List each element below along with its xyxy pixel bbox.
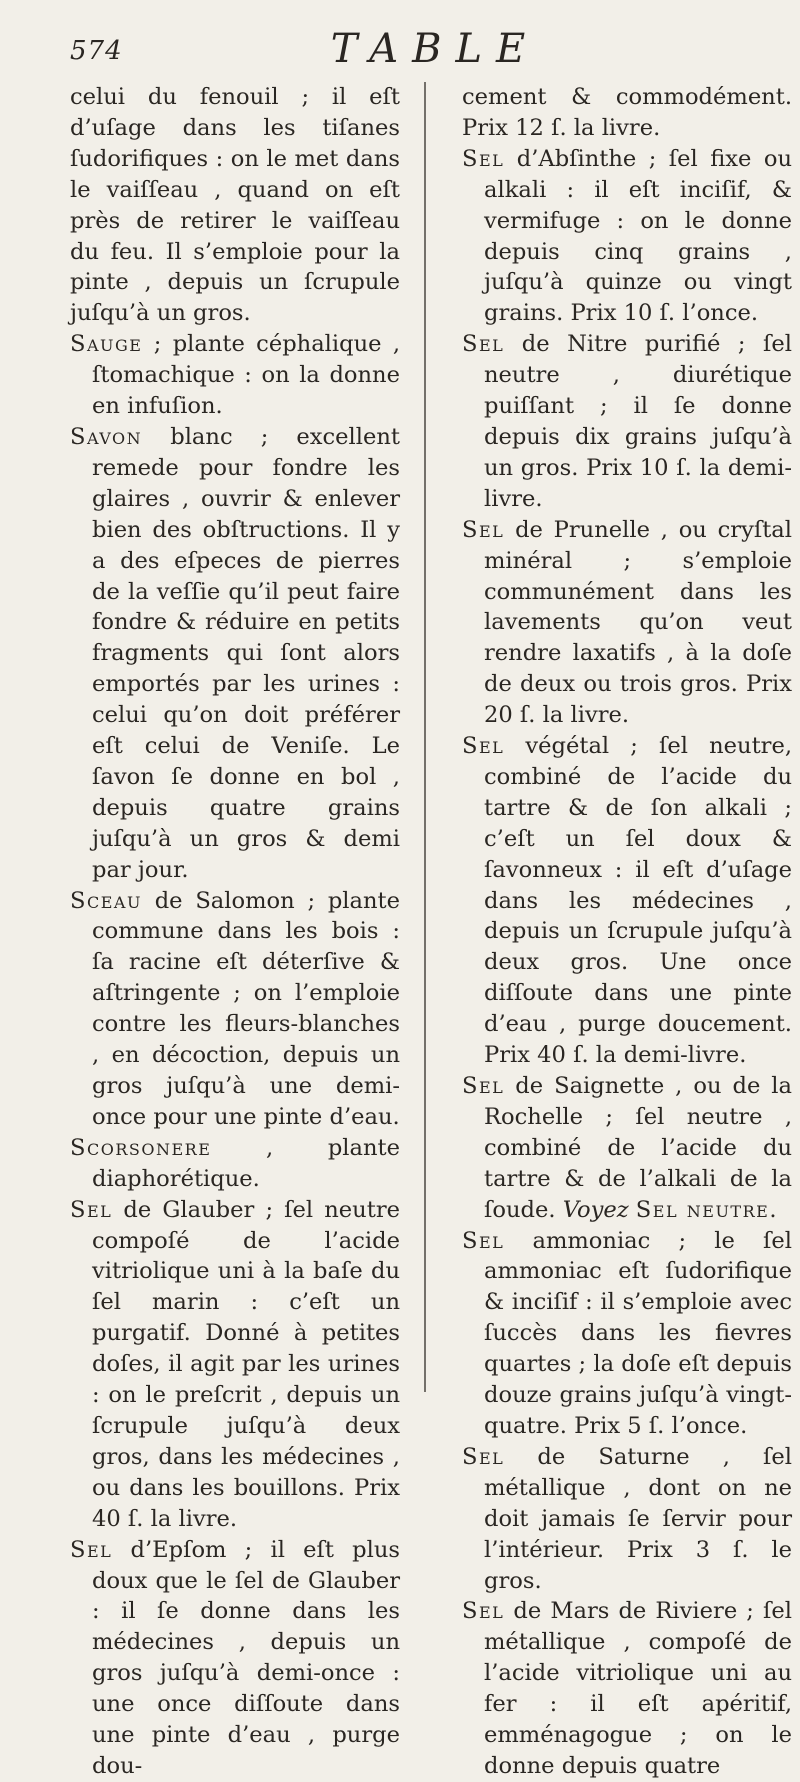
entry-text: blanc ; excellent remede pour fondre les glaires , ouvrir & enlever bien des obſtructions. Il y a des eſpeces de pierres de la veſſie qu’il peut faire fondre & réduire en petits fragments qui ſont alors emportés par les urines : celui qu’on doit préférer eſt celui de Veniſe. Le ſavon ſe donne en bol , depuis quatre grains juſqu’à un gros & demi par jour. <box>92 423 400 883</box>
entry-term: Sel <box>462 1443 505 1470</box>
entry-text: végétal ; ſel neutre, combiné de l’acide du tartre & de ſon alkali ; c’eſt un ſel doux & ſavonneux : il eſt d’uſage dans les médecines , depuis un ſcrupule juſqu’à deux gros. Une once diſſoute dans une pinte d’eau , purge doucement. Prix 40 ſ. la demi-livre. <box>484 733 792 1069</box>
entry <box>462 731 792 1071</box>
entry-term: Sel <box>462 733 505 760</box>
entry-text: de Prunelle , ou cryſtal minéral ; s’emploie communément dans les lavements qu’on veut rendre laxatifs , à la doſe de deux ou trois gros. Prix 20 ſ. la livre. <box>484 516 792 729</box>
entry-text: ammoniac ; le ſel ammoniac eſt ſudorifique & inciſif : il s’emploie avec ſuccès dans les fievres quartes ; la doſe eſt depuis douze grains juſqu’à vingt-quatre. Prix 5 ſ. l’once. <box>484 1227 792 1439</box>
entry-text: de Glauber ; ſel neutre compoſé de l’acide vitriolique uni à la baſe du ſel marin : c’eſt un purgatif. Donné à petites doſes, il agit par les urines : on le preſcrit , depuis un ſcrupule juſqu’à deux gros, dans les médecines , ou dans les bouillons. Prix 40 ſ. la livre. <box>92 1196 400 1532</box>
entry-term: Sceau <box>70 887 142 914</box>
entry <box>462 329 792 514</box>
entry <box>70 1535 400 1782</box>
entry-term: Sel <box>70 1196 113 1223</box>
entry-text: de Saturne , ſel métallique , dont on ne doit jamais ſe ſervir pour l’intérieur. Prix 3 ſ. le gros. <box>484 1443 792 1594</box>
entry <box>462 1596 792 1781</box>
entry <box>462 515 792 731</box>
entry-term: Savon <box>70 423 143 450</box>
running-title: TABLE <box>330 26 540 72</box>
entry-term: Sel <box>462 1073 505 1099</box>
entry <box>70 1195 400 1535</box>
entry-text: ; plante céphalique , ſtomachique : on la donne en infuſion. <box>92 331 400 420</box>
entry <box>70 82 400 329</box>
entry <box>462 144 792 329</box>
entry <box>462 1226 792 1442</box>
entry-term: Scorsonere <box>70 1134 212 1161</box>
cross-reference: Voyez <box>562 1196 629 1223</box>
entry-text: cement & commodément. Prix 12 ſ. la livre. <box>462 84 792 141</box>
entry-term: Sel <box>462 145 505 172</box>
entry-term: Sel <box>462 331 505 358</box>
entry-term: Sel <box>70 1536 113 1563</box>
entry-term: Sel <box>462 1598 505 1625</box>
entry <box>70 422 400 886</box>
entry-text: de Mars de Riviere ; ſel métallique , compoſé de l’acide vitriolique uni au fer : il eſt apéritif, emménagogue ; on le donne depuis quatre <box>484 1598 792 1779</box>
entry <box>462 82 792 144</box>
column-divider <box>424 82 426 1392</box>
entry-text: d’Abſinthe ; ſel fixe ou alkali : il eſt inciſif, & vermifuge : on le donne depuis cinq grains , juſqu’à quinze ou vingt grains. Prix 10 ſ. l’once. <box>484 145 792 327</box>
entry <box>70 886 400 1133</box>
left-column <box>70 82 400 1782</box>
cross-reference-term: Sel neutre. <box>635 1196 779 1223</box>
page-header <box>70 26 740 78</box>
entry <box>70 1133 400 1195</box>
entry-term: Sauge <box>70 331 143 358</box>
entry <box>70 329 400 422</box>
page-number: 574 <box>70 36 123 66</box>
entry-text: , plante diaphorétique. <box>92 1134 400 1192</box>
entry-term: Sel <box>462 516 505 543</box>
entry-text: celui du fenouil ; il eſt d’uſage dans les tiſanes ſudorifiques : on le met dans le vaiſſeau , quand on eſt près de retirer le vaiſſeau du feu. Il s’emploie pour la pinte , depuis un ſcrupule juſqu’à un gros. <box>70 84 400 327</box>
entry-text: de Nitre purifié ; ſel neutre , diurétique puiſſant ; il ſe donne depuis dix grains juſqu’à un gros. Prix 10 ſ. la demi-livre. <box>484 331 792 512</box>
entry-term: Sel <box>462 1227 505 1254</box>
right-column <box>462 82 792 1782</box>
entry-text: de Saignette , ou de la Rochelle ; ſel neutre , combiné de l’acide du tartre & de l’alkali de la ſoude. <box>484 1073 792 1223</box>
entry-text: de Salomon ; plante commune dans les bois : ſa racine eſt déterſive & aſtringente ; on l’emploie contre les fleurs-blanches , en décoction, depuis un gros juſqu’à une demi-once pour une pinte d’eau. <box>92 887 400 1130</box>
entry <box>462 1071 792 1226</box>
entry-text: d’Epſom ; il eſt plus doux que le ſel de Glauber : il ſe donne dans les médecines , depuis un gros juſqu’à demi-once : une once diſſoute dans une pinte d’eau , purge dou- <box>92 1536 400 1779</box>
entry <box>462 1442 792 1597</box>
